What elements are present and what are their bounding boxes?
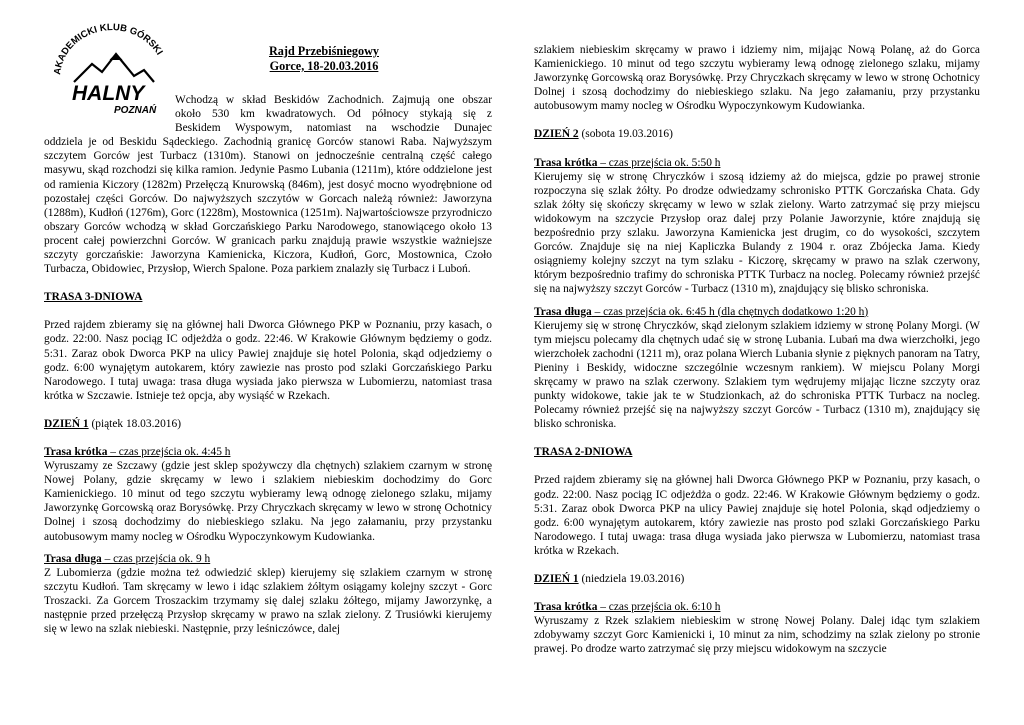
- continued-paragraph: szlakiem niebieskim skręcamy w prawo i idziemy nim, mijając Nową Polanę, aż do Gorca Kamienickiego. 10 minut od tego szczytu wybieramy lewą odnogę zielonego szlaku, mijamy Jaworzynkę Gorcowską oraz Borysówkę. Przy Chryczkach skręcamy w lewo w stronę Ochotnicy Dolnej i szosą dochodzimy do niebieskiego szlaku. Na jego załamaniu, przy przystanku autobusowym mamy nocleg w Ośrodku Wypoczynkowym Kudowianka.: [534, 44, 980, 113]
- day-2-label: DZIEŃ 2: [534, 128, 579, 141]
- short-route-time: – czas przejścia ok. 4:45 h: [107, 445, 231, 458]
- intro-line-3: Beskidem Wyspowym, natomiast na wschodzie Dunajec: [175, 122, 492, 135]
- day-1-label: DZIEŃ 1: [44, 417, 89, 430]
- short-route-2-paragraph: Kierujemy się w stronę Chryczków i szosą idziemy aż do miejsca, gdzie po prawej stronie rozpoczyna się szlak żółty. Po drodze odwiedzamy schronisko PTTK Gorczańska Chata. Gdy szlak żółty się skończy skręcamy w lewo w szlak zielony. Warto zatrzymać się przy miejscu widokowym na szczycie Przysłop oraz dalej przy Polanie Jaworzynie, które znajdują się bezpośrednio przy szlaku. Jaworzyna Kamienicka jest drugim, co do wysokości, szczytem Gorców. Znajduje się na niej Kapliczka Bulandy z 1904 r. oraz Zbójecka Jama. Kiedy osiągniemy kolejny szczyt na tym szlaku - Kiczorę, skręcamy w prawo na szlak czerwony, którym bezpośrednio trafimy do schroniska PTTK Turbacz na nocleg. Polecamy również przejść się na najwyższy szczyt Gorców - Turbacz (1310 m), znajdujący się blisko schroniska.: [534, 170, 980, 296]
- short-route-2-heading: [534, 156, 980, 170]
- day-1b-date: (niedziela 19.03.2016): [578, 573, 685, 585]
- short-route-3-heading: [534, 600, 980, 614]
- long-route-2-time: – czas przejścia ok. 6:45 h (dla chętnych dodatkowo 1:20 h): [591, 305, 869, 318]
- logo-arc-text: AKADEMICKI KLUB GÓRSKI: [52, 22, 165, 76]
- long-route-label: Trasa długa: [44, 552, 102, 565]
- logo-city: POZNAŃ: [114, 105, 157, 116]
- day-1b-heading: [534, 572, 980, 586]
- day-2-date: (sobota 19.03.2016): [578, 128, 673, 141]
- long-route-2-paragraph: Kierujemy się w stronę Chryczków, skąd zielonym szlakiem idziemy w stronę Polany Morgi. (W tym miejscu polecamy dla chętnych udać się w stronę Lubania. Lubań ma dwa wierzchołki, jego wierzchołek zachodni (1211 m), oraz polana Wierch Lubania słynie z pięknych panoram na Tatry, Pieniny i Beskidy, widoczne szczególnie wczesnym rankiem). W miejscu Polany Morgi skręcamy w prawo na szlak czerwony. Szlakiem tym wędrujemy mijając liczne szczyty oraz punkty widokowe, takie jak te w Studzionkach, aż do schroniska PTTK Turbacz na nocleg. Polecamy również przejść się na najwyższy szczyt Gorców - Turbacz (1310 m), znajdujący się blisko schroniska.: [534, 319, 980, 431]
- logo-name: HALNY: [72, 82, 145, 105]
- short-route-heading: [44, 445, 492, 459]
- long-route-time: – czas przejścia ok. 9 h: [101, 552, 211, 565]
- document-title-block: [184, 44, 464, 74]
- day-1b-label: DZIEŃ 1: [534, 573, 579, 585]
- short-route-3-paragraph: Wyruszamy z Rzek szlakiem niebieskim w stronę Nowej Polany. Dalej idąc tym szlakiem zdobywamy szczyt Gorc Kamienicki i, 10 minut za nim, schodzimy na szlak zielony po stronie prawej. Po drodze warto zatrzymać się przy miejscu widokowym na szczycie: [534, 615, 980, 656]
- document-subtitle: Gorce, 18-20.03.2016: [269, 59, 379, 73]
- trasa-2-paragraph: Przed rajdem zbieramy się na głównej hali Dworca Głównego PKP w Poznaniu, przy kasach, o godz. 22:00. Nasz pociąg IC odjeżdża o godz. 22:46. W Krakowie Głównym będziemy o godz. 5:31. Zaraz obok Dworca PKP na ulicy Pawiej znajduje się hotel Polonia, skąd odjedziemy o godz. 6:00 wynajętym autokarem, który zawiezie nas prosto pod szlaki Gorczańskiego Parku Narodowego. I tutaj uwaga: trasa długa wysiada jako pierwsza w Lubomierzu, natomiast trasa krótka w Rzekach.: [534, 474, 980, 557]
- left-column: [44, 93, 492, 725]
- short-route-2-label: Trasa krótka: [534, 156, 598, 169]
- svg-text:AKADEMICKI KLUB GÓRSKI: [52, 22, 165, 75]
- long-route-heading: [44, 552, 492, 566]
- short-route-label: Trasa krótka: [44, 445, 108, 458]
- long-route-paragraph: Z Lubomierza (gdzie można też odwiedzić sklep) kierujemy się szlakiem czarnym w stronę szczytu Kudłoń. Tam skręcamy w lewo i idąc szlakiem żółtym osiągamy kolejny szczyt - Gorc Troszacki. Za Gorcem Troszackim trzymamy się dalej szlaku żółtego, mijamy Jaworzynkę, a następnie przed przełęczą Przysłop skręcamy w prawo na szlak zielony. Z Trusiówki kierujemy się w lewo na szlak niebieski. Następnie, przy leśniczówce, dalej: [44, 566, 492, 636]
- day-2-heading: [534, 127, 980, 141]
- document-title: Rajd Przebiśniegowy: [268, 44, 379, 58]
- short-route-3-time: – czas przejścia ok. 6:10 h: [597, 601, 721, 614]
- intro-line-1: Wchodzą w skład Beskidów Zachodnich. Zajmują one obszar: [175, 94, 492, 106]
- short-route-paragraph: Wyruszamy ze Szczawy (gdzie jest sklep spożywczy dla chętnych) szlakiem czarnym w stronę Nowej Polany, gdzie skręcamy w lewo i szlakiem niebieskim dochodzimy do Gorc Kamienickiego. 10 minut od tego szczytu wybieramy lewą odnogę zielonego szlaku, mijamy Jaworzynkę Gorcowską oraz Borysówkę. Przy Chryczkach skręcamy w lewo w stronę Ochotnicy Dolnej i szosą dochodzimy do niebieskiego szlaku. Na jego załamaniu, przy przystanku autobusowym mamy nocleg w Ośrodku Wypoczynkowym Kudowianka.: [44, 460, 492, 543]
- short-route-3-label: Trasa krótka: [534, 601, 598, 614]
- long-route-2-heading: [534, 305, 980, 319]
- trasa-3-heading: TRASA 3-DNIOWA: [44, 291, 143, 304]
- day-1-date: (piątek 18.03.2016): [88, 417, 181, 430]
- right-column: [534, 43, 980, 725]
- short-route-2-time: – czas przejścia ok. 5:50 h: [597, 156, 721, 169]
- day-1-heading: [44, 417, 492, 431]
- intro-line-2: około 530 km kwadratowych. Od północy stykają się z: [175, 108, 492, 121]
- long-route-2-label: Trasa długa: [534, 305, 592, 318]
- trasa-3-paragraph: Przed rajdem zbieramy się na głównej hali Dworca Głównego PKP w Poznaniu, przy kasach, o godz. 22:00. Nasz pociąg IC odjeżdża o godz. 22:46. W Krakowie Głównym będziemy o godz. 5:31. Zaraz obok Dworca PKP na ulicy Pawiej znajduje się hotel Polonia, skąd odjedziemy o godz. 6:00 wynajętym autokarem, który zawiezie nas prosto pod szlaki Gorczańskiego Parku Narodowego. I tutaj uwaga: trasa długa wysiada jako pierwsza w Lubomierzu, natomiast trasa krótka w Szczawie. Istnieje też opcja, aby wysiąść w Rzekach.: [44, 319, 492, 402]
- intro-paragraph: oddziela je od Beskidu Sądeckiego. Zachodnią granicę Gorców stanowi Raba. Najwyższym szczytem Gorców jest Turbacz (1310m). Stanowi on jednocześnie centralną część całego masywu, skąd rozchodzi się kilka ramion. Jedynie Pasmo Lubania (1211m), które oddzielone jest od ramienia Kiczory (1282m) Przełęczą Knurowską (846m), jest dosyć mocno wyodrębnione od pozostałej części Gorców. Do najwyższych szczytów w Gorcach należą również: Jaworzyna (1288m), Kudłoń (1276m), Gorc (1228m), Mostownica (1251m). Najwartościowsze przyrodniczo obszary Gorców wchodzą w skład Gorczańskiego Parku Narodowego, stanowiącego około 13 procent całej powierzchni Gorców. W granicach parku znajdują prawie wszystkie ważniejsze szczyty gorczańskie: Jaworzyna Kamienicka, Kiczora, Kudłoń, Gorc, Mostownica, Czoło Turbacza, Obidowiec, Przysłop, Wierch Spalone. Poza parkiem znalazły się Turbacz i Luboń.: [44, 136, 492, 276]
- trasa-2-heading: TRASA 2-DNIOWA: [534, 446, 633, 459]
